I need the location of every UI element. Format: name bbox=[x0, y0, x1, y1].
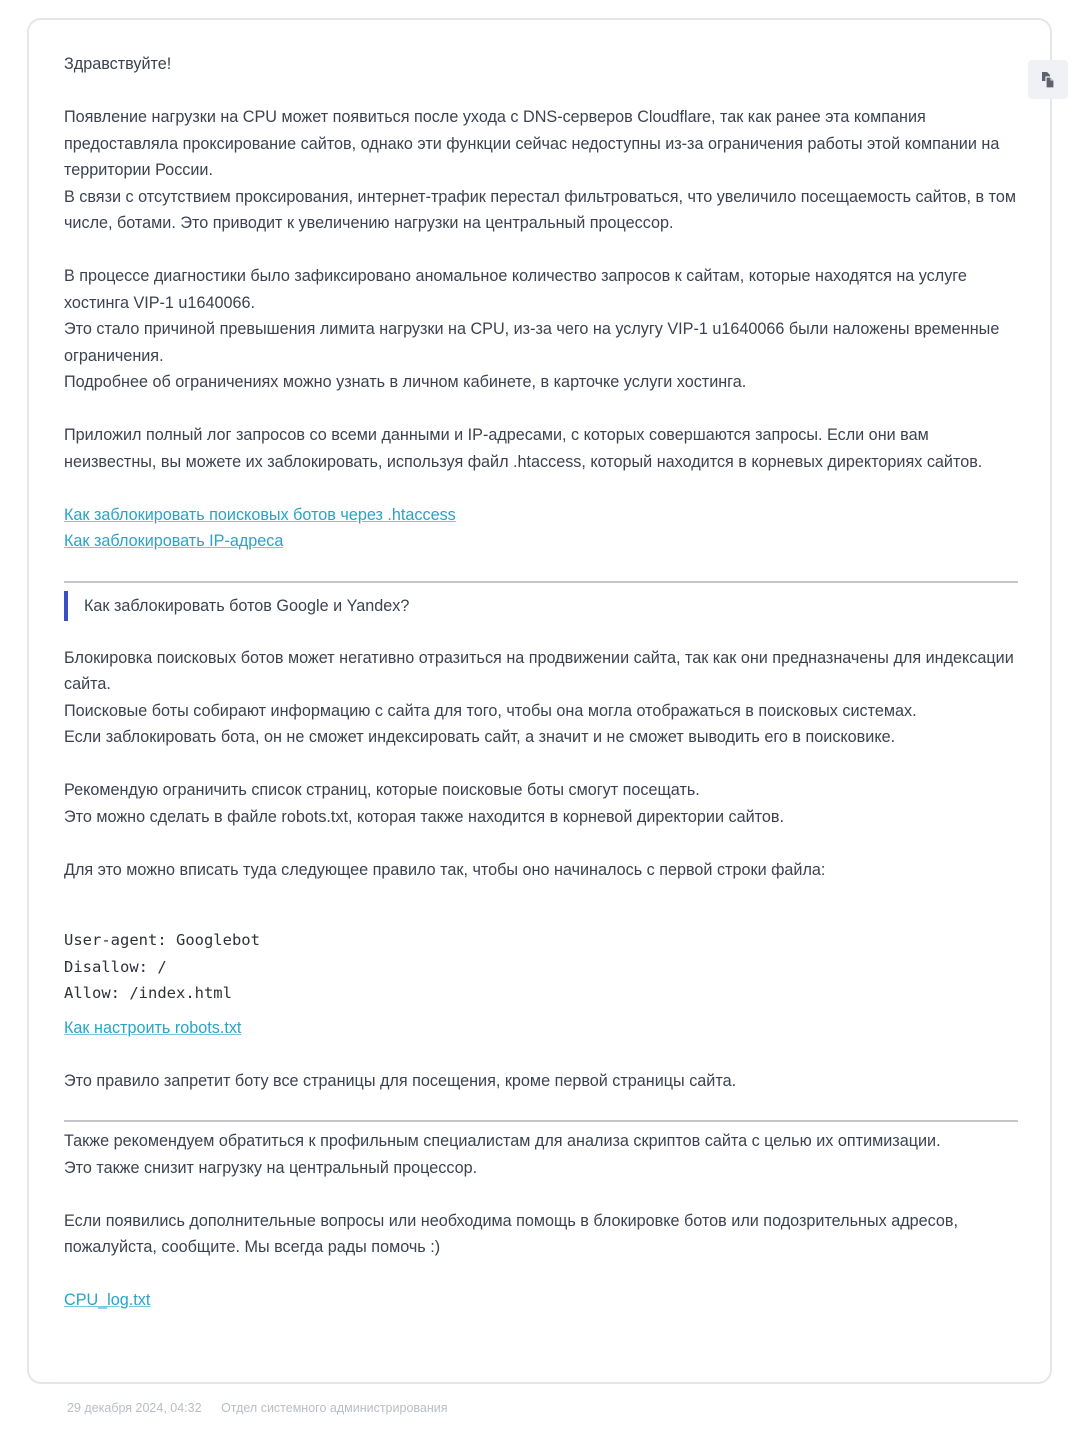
paragraph: Появление нагрузки на CPU может появиться после ухода с DNS-серверов Cloudflare, так как ранее эта компания предоставляла проксирование сайтов, однако эти функции сейчас недоступны из-за ограничения работы этой компании на территории России. bbox=[64, 108, 1000, 179]
paragraph: Для это можно вписать туда следующее правило так, чтобы оно начиналось с первой строки файла: bbox=[64, 860, 826, 879]
quote-text: Как заблокировать ботов Google и Yandex? bbox=[84, 596, 410, 615]
paragraph: Это также снизит нагрузку на центральный процессор. bbox=[64, 1158, 478, 1177]
paragraph: Это можно сделать в файле robots.txt, которая также находится в корневой директории сайтов. bbox=[64, 807, 784, 826]
quote-block bbox=[64, 591, 1019, 621]
message-footer bbox=[67, 1401, 464, 1415]
link-block-ip[interactable]: Как заблокировать IP-адреса bbox=[64, 532, 284, 550]
paragraph: Поисковые боты собирают информацию с сайта для того, чтобы она могла отображаться в поисковых системах. bbox=[64, 701, 917, 720]
message-body bbox=[64, 51, 1019, 1314]
paragraph: В связи с отсутствием проксирования, интернет-трафик перестал фильтроваться, что увеличило посещаемость сайтов, в том числе, ботами. Это приводит к увеличению нагрузки на центральный процессор. bbox=[64, 187, 1016, 232]
code-block bbox=[64, 927, 1019, 1007]
attachment-link[interactable]: CPU_log.txt bbox=[64, 1291, 151, 1309]
paragraph: Рекомендую ограничить список страниц, которые поисковые боты смогут посещать. bbox=[64, 781, 700, 799]
divider bbox=[64, 581, 1018, 583]
paragraph: Блокировка поисковых ботов может негативно отразиться на продвижении сайта, так как они предназначены для индексации сайта. bbox=[64, 648, 1014, 693]
department: Отдел системного администрирования bbox=[221, 1401, 448, 1415]
paragraph: Подробнее об ограничениях можно узнать в личном кабинете, в карточке услуги хостинга. bbox=[64, 373, 747, 391]
paragraph: Если заблокировать бота, он не сможет индексировать сайт, а значит и не сможет выводить его в поисковике. bbox=[64, 728, 896, 746]
code-line: Allow: /index.html bbox=[64, 984, 232, 1002]
paragraph: Приложил полный лог запросов со всеми данными и IP-адресами, с которых совершаются запросы. Если они вам неизвестны, вы можете их заблокировать, используя файл .htaccess, который находится в корневых директориях сайтов. bbox=[64, 426, 983, 471]
copy-icon bbox=[1040, 71, 1056, 89]
link-robots-txt[interactable]: Как настроить robots.txt bbox=[64, 1018, 242, 1037]
paragraph: Это стало причиной превышения лимита нагрузки на CPU, из-за чего на услугу VIP-1 u1640066 были наложены временные ограничения. bbox=[64, 320, 1000, 365]
paragraph: Также рекомендуем обратиться к профильным специалистам для анализа скриптов сайта с целью их оптимизации. bbox=[64, 1132, 941, 1150]
copy-button[interactable] bbox=[1028, 60, 1068, 99]
code-line: User-agent: Googlebot bbox=[64, 931, 260, 949]
code-line: Disallow: / bbox=[64, 957, 167, 976]
timestamp: 29 декабря 2024, 04:32 bbox=[67, 1401, 202, 1415]
link-block-bots-htaccess[interactable]: Как заблокировать поисковых ботов через .htaccess bbox=[64, 505, 456, 524]
paragraph: В процессе диагностики было зафиксировано аномальное количество запросов к сайтам, которые находятся на услуге хостинга VIP-1 u1640066. bbox=[64, 267, 967, 312]
paragraph: Если появились дополнительные вопросы или необходима помощь в блокировке ботов или подозрительных адресов, пожалуйста, сообщите. Мы всегда рады помочь :) bbox=[64, 1211, 959, 1256]
paragraph: Это правило запретит боту все страницы для посещения, кроме первой страницы сайта. bbox=[64, 1071, 737, 1090]
greeting: Здравствуйте! bbox=[64, 55, 172, 73]
